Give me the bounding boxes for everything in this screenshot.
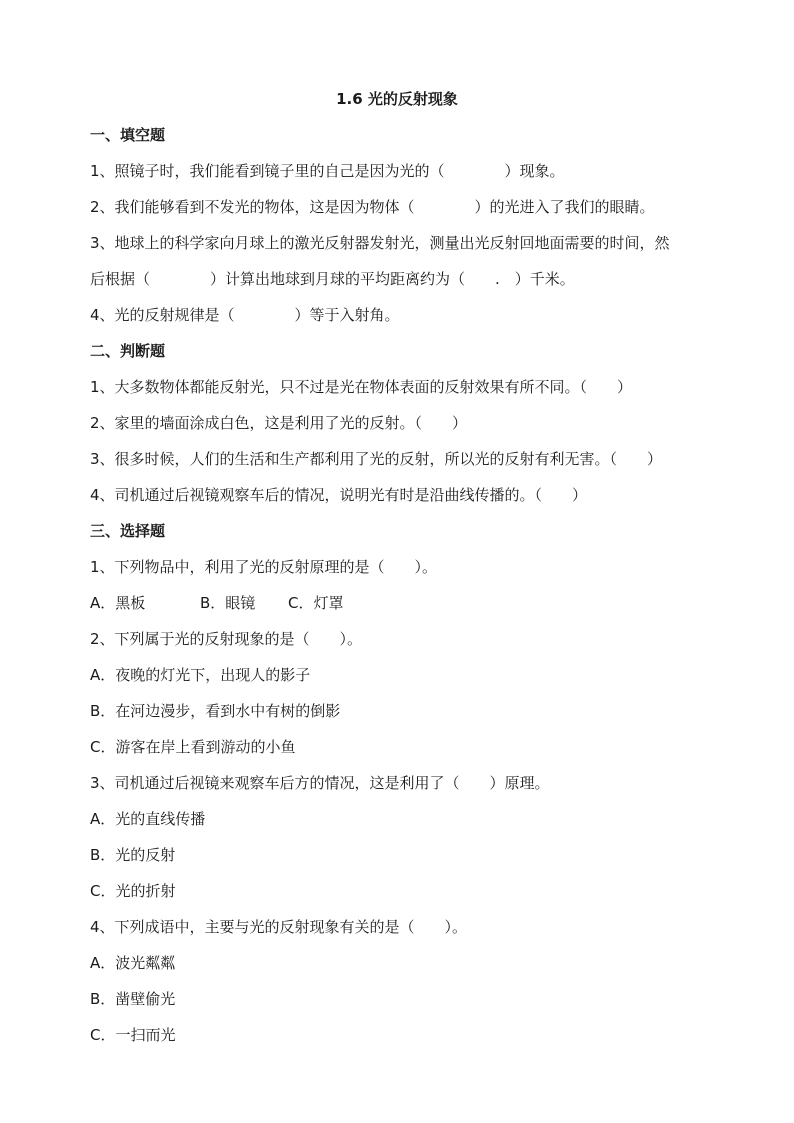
page-title: 1.6 光的反射现象 [336,90,458,108]
choice-q1-option-a: A．黑板 [90,594,146,612]
choice-q2-option-b: B．在河边漫步，看到水中有树的倒影 [90,702,341,720]
choice-question-4: 4、下列成语中，主要与光的反射现象有关的是（ ）。 [90,918,468,936]
choice-q3-option-b: B．光的反射 [90,846,176,864]
choice-q2-option-c: C．游客在岸上看到游动的小鱼 [90,738,296,756]
fill-question-4: 4、光的反射规律是（ ）等于入射角。 [90,306,400,324]
choice-q4-option-b: B．凿壁偷光 [90,990,176,1008]
fill-question-3-line-2: 后根据（ ）计算出地球到月球的平均距离约为（ . ）千米。 [90,270,575,288]
choice-q2-option-a: A．夜晚的灯光下，出现人的影子 [90,666,311,684]
choice-q3-option-c: C．光的折射 [90,882,176,900]
judge-question-3: 3、很多时候，人们的生活和生产都利用了光的反射，所以光的反射有利无害。（ ） [90,450,663,468]
section-heading-choice: 三、选择题 [90,522,166,540]
section-heading-judge: 二、判断题 [90,342,166,360]
judge-question-2: 2、家里的墙面涂成白色，这是利用了光的反射。（ ） [90,414,468,432]
judge-question-1: 1、大多数物体都能反射光，只不过是光在物体表面的反射效果有所不同。（ ） [90,378,633,396]
choice-q1-option-c: C．灯罩 [288,594,344,612]
choice-q1-option-b: B．眼镜 [200,594,256,612]
section-heading-fill: 一、填空题 [90,126,166,144]
fill-question-3-line-1: 3、地球上的科学家向月球上的激光反射器发射光，测量出光反射回地面需要的时间，然 [90,234,670,252]
fill-question-2: 2、我们能够看到不发光的物体，这是因为物体（ ）的光进入了我们的眼睛。 [90,198,655,216]
choice-q4-option-a: A．波光粼粼 [90,954,176,972]
choice-question-1-options [90,592,710,614]
choice-question-1: 1、下列物品中，利用了光的反射原理的是（ ）。 [90,558,438,576]
choice-q4-option-c: C．一扫而光 [90,1026,176,1044]
choice-question-3: 3、司机通过后视镜来观察车后方的情况，这是利用了（ ）原理。 [90,774,550,792]
choice-question-2: 2、下列属于光的反射现象的是（ ）。 [90,630,363,648]
judge-question-4: 4、司机通过后视镜观察车后的情况，说明光有时是沿曲线传播的。（ ） [90,486,588,504]
choice-q3-option-a: A．光的直线传播 [90,810,206,828]
fill-question-1: 1、照镜子时，我们能看到镜子里的自己是因为光的（ ）现象。 [90,162,565,180]
